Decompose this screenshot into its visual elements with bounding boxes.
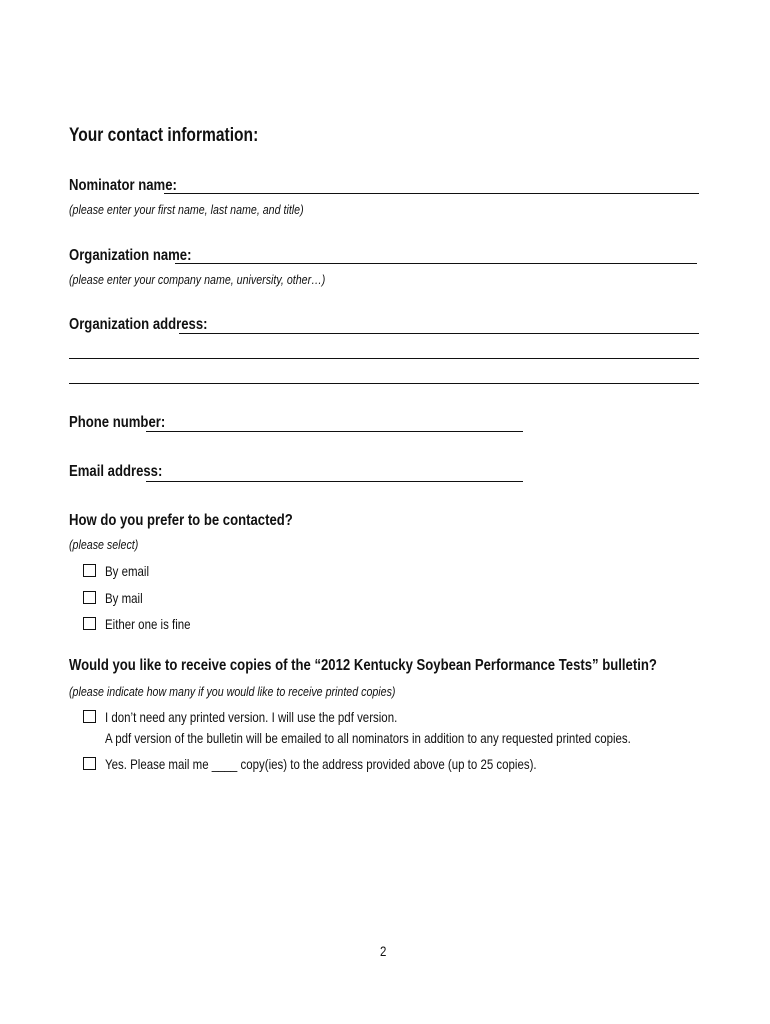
organization-hint: (please enter your company name, university, other…) [69,272,326,287]
page-number: 2 [380,943,387,959]
no-printed-version-label: I don’t need any printed version. I will use the pdf version. [105,709,398,725]
no-printed-version-checkbox[interactable] [83,710,96,723]
phone-number-field[interactable] [146,431,523,432]
contact-preference-hint: (please select) [69,537,139,552]
nominator-hint: (please enter your first name, last name, and title) [69,202,304,217]
organization-name-field[interactable] [175,263,697,264]
contact-preference-question: How do you prefer to be contacted? [69,512,293,529]
by-mail-checkbox[interactable] [83,591,96,604]
mail-copies-checkbox[interactable] [83,757,96,770]
address-line-1-field[interactable] [179,333,699,334]
section-heading: Your contact information: [69,125,259,146]
by-email-checkbox[interactable] [83,564,96,577]
by-email-label: By email [105,563,150,579]
mail-copies-label: Yes. Please mail me ____ copy(ies) to the address provided above (up to 25 copies). [105,756,537,772]
pdf-version-note: A pdf version of the bulletin will be emailed to all nominators in addition to any requested printed copies. [105,730,631,746]
either-one-checkbox[interactable] [83,617,96,630]
email-address-field[interactable] [146,481,523,482]
email-label: Email address: [69,463,163,480]
bulletin-question: Would you like to receive copies of the “2012 Kentucky Soybean Performance Tests” bulletin? [69,657,657,674]
address-label: Organization address: [69,316,208,333]
address-line-3-field[interactable] [69,383,699,384]
nominator-name-field[interactable] [164,193,699,194]
address-line-2-field[interactable] [69,358,699,359]
bulletin-hint: (please indicate how many if you would like to receive printed copies) [69,684,396,699]
organization-label: Organization name: [69,247,192,264]
phone-label: Phone number: [69,414,166,431]
either-one-label: Either one is fine [105,616,191,632]
by-mail-label: By mail [105,590,143,606]
nominator-label: Nominator name: [69,177,177,194]
